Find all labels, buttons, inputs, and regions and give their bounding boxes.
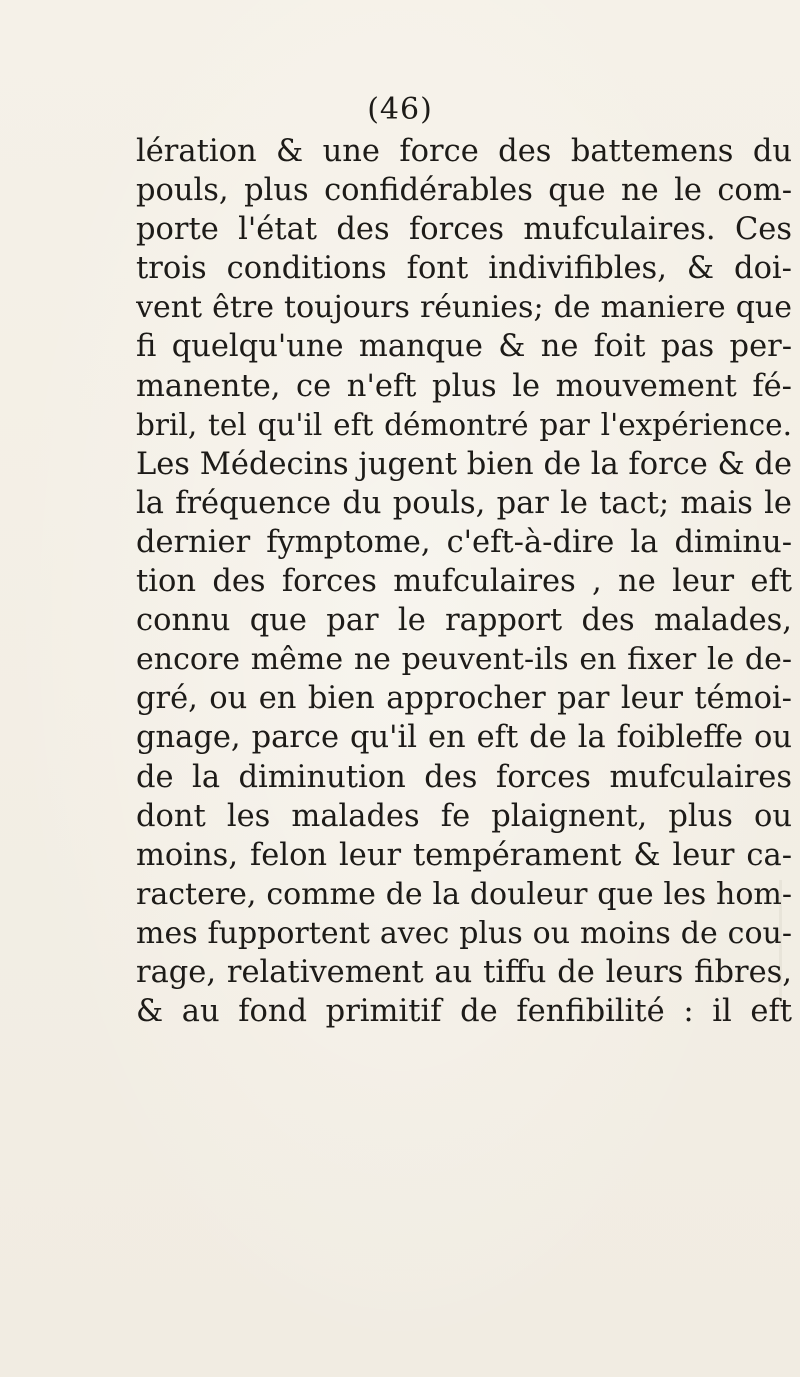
text-line: pouls, plus confidérables que ne le com-: [136, 173, 792, 209]
text-line: bril, tel qu'il eft démontré par l'expérience.: [136, 407, 792, 442]
body-text: [136, 132, 796, 1031]
text-line: fi quelqu'une manque & ne foit pas per-: [136, 329, 792, 365]
text-line: Les Médecins jugent bien de la force & de: [136, 446, 792, 482]
text-line: trois conditions font indivifibles, & doi-: [136, 251, 792, 287]
text-line: rage, relativement au tiffu de leurs fibres,: [136, 954, 792, 990]
text-line: dernier fymptome, c'eft-à-dire la diminu-: [136, 524, 792, 560]
text-line: gré, ou en bien approcher par leur témoi-: [136, 681, 792, 717]
text-line: lération & une force des battemens du: [136, 134, 792, 169]
text-line: manente, ce n'eft plus le mouvement fé-: [136, 368, 792, 404]
text-line: mes fupportent avec plus ou moins de cou-: [136, 915, 792, 951]
page-number: (46): [367, 92, 433, 127]
text-line: moins, felon leur tempérament & leur ca-: [136, 837, 792, 873]
text-line: & au fond primitif de fenfibilité : il eft: [136, 994, 792, 1030]
text-line: tion des forces mufculaires , ne leur eft: [136, 564, 792, 600]
text-line: connu que par le rapport des malades,: [136, 603, 792, 639]
text-line: de la diminution des forces mufculaires: [136, 759, 792, 795]
text-line: vent être toujours réunies; de maniere que: [136, 290, 792, 326]
text-line: porte l'état des forces mufculaires. Ces: [136, 212, 792, 248]
page-edge-shadow: [779, 880, 782, 1000]
text-line: la fréquence du pouls, par le tact; mais le: [136, 485, 792, 521]
text-line: dont les malades fe plaignent, plus ou: [136, 798, 792, 834]
text-line: ractere, comme de la douleur que les hom-: [136, 876, 792, 912]
text-line: encore même ne peuvent-ils en fixer le de-: [136, 642, 792, 678]
text-line: gnage, parce qu'il en eft de la foibleffe ou: [136, 720, 792, 756]
